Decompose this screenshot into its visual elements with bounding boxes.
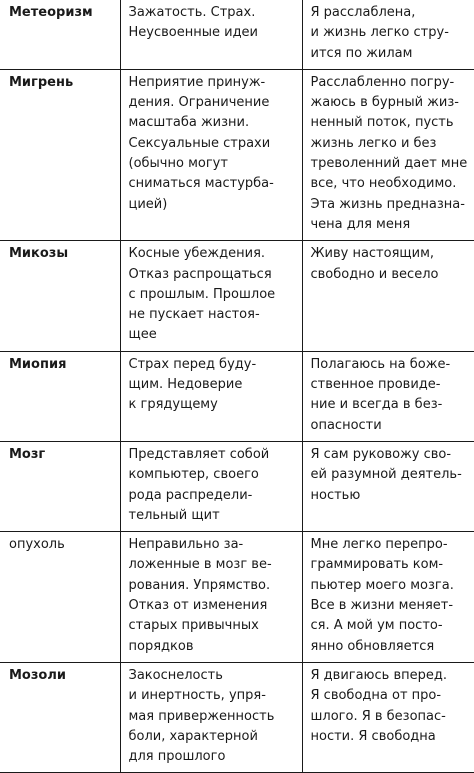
- table-row: [0, 441, 474, 531]
- table-row: [0, 241, 474, 351]
- affirmation-cell: Я расслаблена, и жизнь легко стру- ится по жилам: [302, 0, 474, 69]
- affirmation-cell: Полагаюсь на боже- ственное провиде- ние и всегда в без- опасности: [302, 351, 474, 441]
- affirmation-cell: Я двигаюсь вперед. Я свободна от про- шлого. Я в безопас- ности. Я свободна: [302, 662, 474, 772]
- cause-cell: Косные убеждения. Отказ распрощаться с прошлым. Прошлое не пускает настоя- щее: [120, 241, 302, 351]
- cause-cell: Закоснелость и инертность, упря- мая приверженность боли, характерной для прошлого: [120, 662, 302, 772]
- cause-cell: Неправильно за- ложенные в мозг ве- рования. Упрямство. Отказ от изменения старых привычных порядков: [120, 532, 302, 663]
- term-cell: Мигрень: [0, 69, 120, 240]
- affirmation-cell: Живу настоящим, свободно и весело: [302, 241, 474, 351]
- table-row: [0, 69, 474, 240]
- term-cell: опухоль: [0, 532, 120, 663]
- cause-cell: Страх перед буду- щим. Недоверие к грядущему: [120, 351, 302, 441]
- cause-cell: Представляет собой компьютер, своего рода распредели- тельный щит: [120, 441, 302, 531]
- affirmation-cell: Расслабленно погру- жаюсь в бурный жиз- ненный поток, пусть жизнь легко и без треволенний дает мне все, что необходимо. Эта жизнь предназна- чена для меня: [302, 69, 474, 240]
- cause-cell: Неприятие принуж- дения. Ограничение масштаба жизни. Сексуальные страхи (обычно могут сниматься мастурба- цией): [120, 69, 302, 240]
- affirmation-cell: Мне легко перепро- граммировать ком- пьютер моего мозга. Все в жизни меняет- ся. А мой ум посто- янно обновляется: [302, 532, 474, 663]
- table-row: [0, 662, 474, 772]
- table-row: [0, 0, 474, 69]
- term-cell: Мозг: [0, 441, 120, 531]
- cause-cell: Зажатость. Страх. Неусвоенные идеи: [120, 0, 302, 69]
- term-cell: Микозы: [0, 241, 120, 351]
- term-cell: Мозоли: [0, 662, 120, 772]
- table-row: [0, 532, 474, 663]
- table-row: [0, 351, 474, 441]
- term-cell: Метеоризм: [0, 0, 120, 69]
- affirmation-cell: Я сам руковожу сво- ей разумной деятель- ностью: [302, 441, 474, 531]
- term-cell: Миопия: [0, 351, 120, 441]
